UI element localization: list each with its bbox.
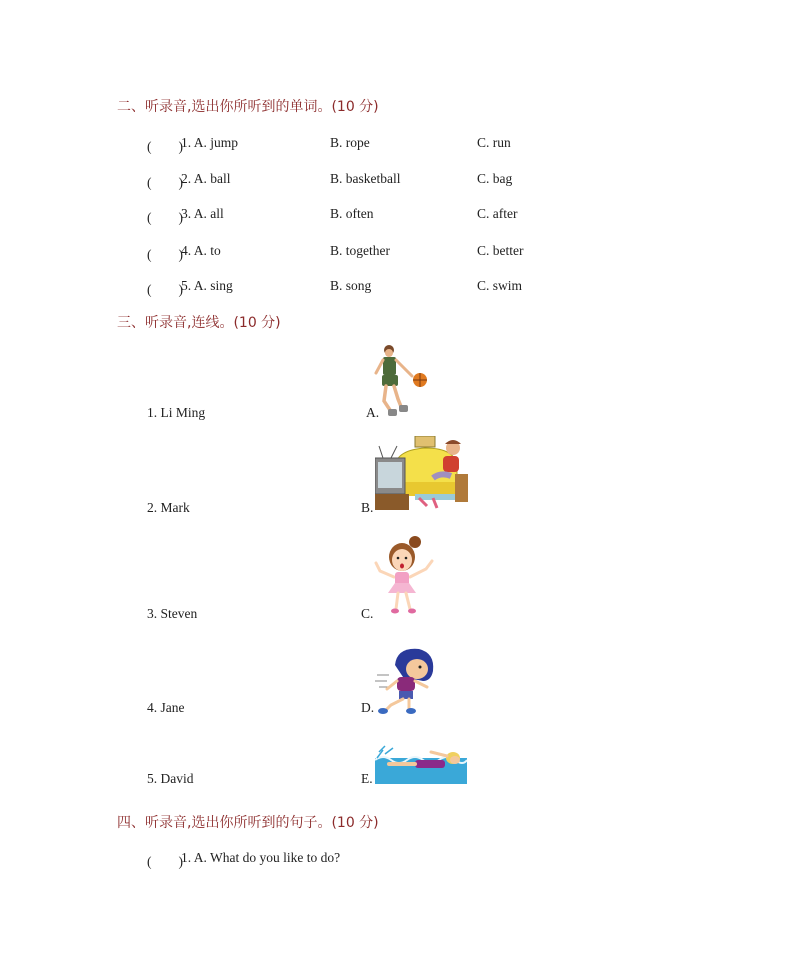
option-a: 2. A. ball: [181, 171, 231, 186]
match-letter[interactable]: A.: [366, 405, 380, 420]
option-c: C. after: [477, 206, 518, 221]
option-b: B. together: [330, 243, 390, 258]
section4-heading: 四、听录音,选出你所听到的句子。(10 分): [117, 815, 379, 831]
match-letter[interactable]: E.: [361, 771, 373, 786]
option-c: C. bag: [477, 171, 513, 186]
dancing-girl-icon: [374, 535, 436, 617]
option-b: B. rope: [330, 135, 370, 150]
match-letter[interactable]: B.: [361, 500, 374, 515]
option-a: 1. A. jump: [181, 135, 239, 150]
match-name[interactable]: 2. Mark: [147, 500, 190, 515]
answer-blank[interactable]: ( ): [147, 139, 183, 154]
option-c: C. run: [477, 135, 511, 150]
option-a: 5. A. sing: [181, 278, 233, 293]
option-a: 1. A. What do you like to do?: [181, 850, 341, 865]
match-letter[interactable]: C.: [361, 606, 374, 621]
option-a: 4. A. to: [181, 243, 221, 258]
answer-blank[interactable]: ( ): [147, 210, 183, 225]
option-b: B. song: [330, 278, 372, 293]
swimmer-icon: [375, 744, 467, 784]
option-b: B. basketball: [330, 171, 401, 186]
option-a: 3. A. all: [181, 206, 224, 221]
match-name[interactable]: 4. Jane: [147, 700, 185, 715]
match-name[interactable]: 5. David: [147, 771, 194, 786]
answer-blank[interactable]: ( ): [147, 247, 183, 262]
option-c: C. swim: [477, 278, 523, 293]
option-b: B. often: [330, 206, 374, 221]
basketball-player-icon: [372, 343, 432, 419]
match-name[interactable]: 1. Li Ming: [147, 405, 206, 420]
match-letter[interactable]: D.: [361, 700, 375, 715]
running-boy-icon: [375, 647, 437, 715]
answer-blank[interactable]: ( ): [147, 854, 183, 869]
section3-heading: 三、听录音,连线。(10 分): [117, 315, 281, 331]
watching-tv-icon: [375, 436, 468, 514]
match-name[interactable]: 3. Steven: [147, 606, 198, 621]
option-c: C. better: [477, 243, 524, 258]
answer-blank[interactable]: ( ): [147, 175, 183, 190]
section2-heading: 二、听录音,选出你所听到的单词。(10 分): [117, 99, 379, 115]
answer-blank[interactable]: ( ): [147, 282, 183, 297]
